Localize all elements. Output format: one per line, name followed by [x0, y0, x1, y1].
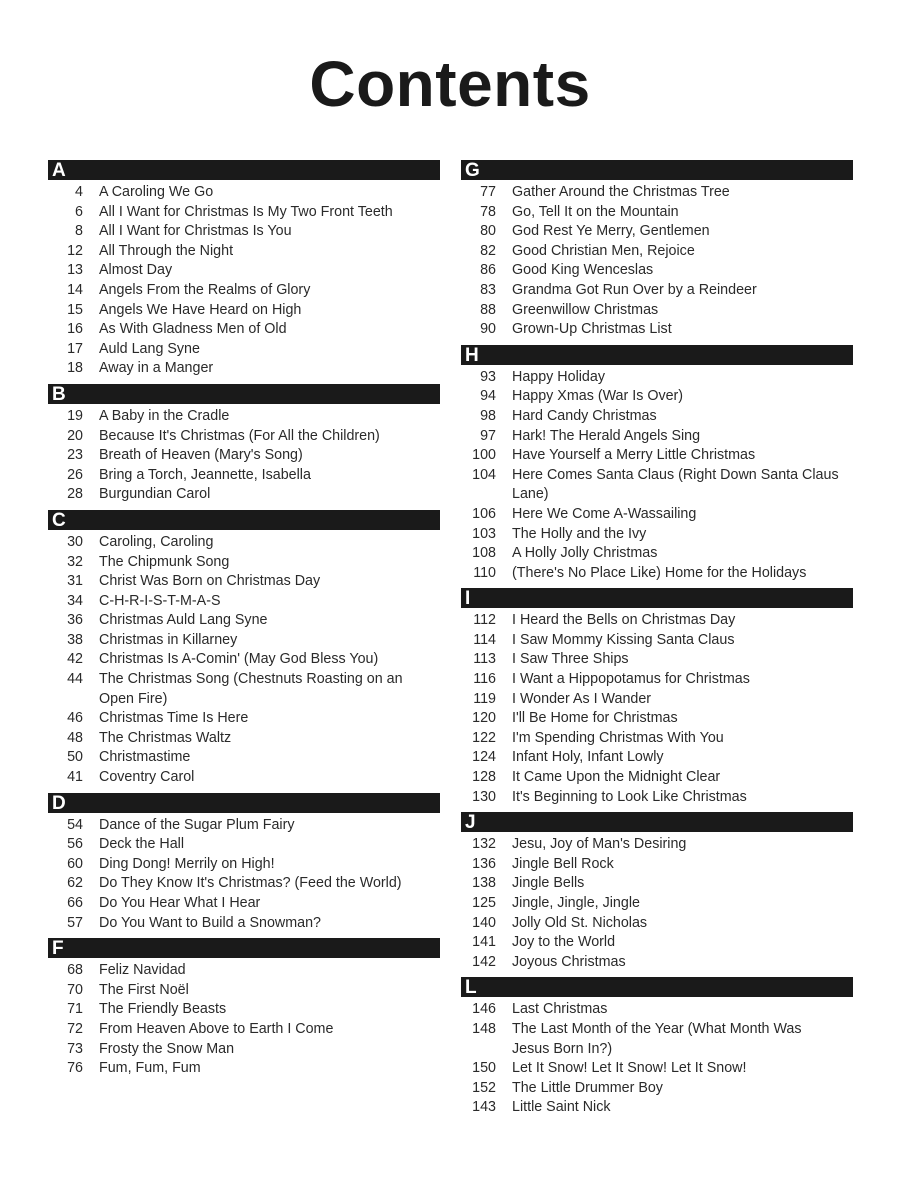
contents-entry — [48, 320, 440, 340]
contents-entry — [48, 981, 440, 1001]
song-title: A Caroling We Go — [99, 184, 214, 200]
page-number: 31 — [67, 573, 83, 590]
song-title: Angels From the Realms of Glory — [99, 281, 311, 298]
contents-entry — [461, 1098, 853, 1118]
song-title: The Christmas Waltz — [99, 729, 232, 746]
page-number: 16 — [67, 321, 83, 338]
song-title: Feliz Navidad — [99, 962, 186, 979]
song-title: Jesu, Joy of Man's Desiring — [512, 836, 687, 853]
song-title: Breath of Heaven (Mary's Song) — [99, 447, 303, 464]
contents-entry — [48, 855, 440, 875]
section-l — [461, 977, 853, 1118]
contents-entry — [461, 261, 853, 281]
song-title: Jolly Old St. Nicholas — [512, 914, 648, 931]
contents-entry — [48, 729, 440, 749]
contents-entry — [461, 368, 853, 388]
contents-entry — [48, 203, 440, 223]
contents-entry — [461, 768, 853, 788]
contents-entry — [48, 427, 440, 447]
song-title: Jingle Bells — [512, 875, 585, 892]
contents-entry — [48, 874, 440, 894]
song-title: Because It's Christmas (For All the Children) — [99, 427, 380, 444]
page-number: 12 — [67, 242, 83, 259]
song-title: From Heaven Above to Earth I Come — [99, 1020, 334, 1037]
page-number: 116 — [473, 671, 496, 688]
contents-entry — [48, 670, 440, 709]
song-title: The Little Drummer Boy — [512, 1079, 663, 1096]
song-title: It Came Upon the Midnight Clear — [512, 769, 721, 786]
contents-entry — [461, 690, 853, 710]
page-number: 48 — [67, 729, 83, 746]
song-title: Go, Tell It on the Mountain — [512, 203, 679, 220]
page-number: 104 — [472, 466, 496, 483]
song-title: I Wonder As I Wander — [512, 690, 652, 707]
contents-entry — [48, 553, 440, 573]
contents-entry — [48, 961, 440, 981]
contents-entry — [461, 1000, 853, 1020]
song-title: Dance of the Sugar Plum Fairy — [99, 816, 295, 833]
page-number: 66 — [67, 895, 83, 911]
page-number: 20 — [67, 427, 83, 444]
page-number: 15 — [67, 301, 83, 318]
page-number: 152 — [472, 1079, 496, 1096]
page-number: 110 — [473, 564, 496, 581]
song-title: I Heard the Bells on Christmas Day — [512, 612, 736, 629]
page-number: 88 — [480, 301, 496, 318]
page-number: 57 — [67, 914, 83, 931]
contents-entry — [461, 874, 853, 894]
page-number: 94 — [480, 388, 496, 405]
page-number: 108 — [472, 545, 496, 562]
page-number: 71 — [67, 1001, 83, 1018]
contents-entry — [461, 894, 853, 914]
section-letter-header: L — [461, 977, 853, 997]
contents-entry — [48, 183, 440, 203]
page-number: 73 — [67, 1040, 83, 1057]
contents-entry — [48, 611, 440, 631]
page-number: 124 — [472, 749, 496, 766]
song-title: All Through the Night — [99, 242, 234, 259]
contents-entry — [461, 281, 853, 301]
contents-column-left — [48, 160, 440, 1084]
contents-entry — [48, 446, 440, 466]
contents-entry — [461, 670, 853, 690]
page-number: 30 — [67, 533, 83, 550]
song-title: C-H-R-I-S-T-M-A-S — [99, 592, 221, 609]
section-letter-header: C — [48, 510, 440, 530]
page-number: 44 — [67, 671, 83, 688]
page-number: 78 — [480, 203, 496, 220]
section-letter-header: D — [48, 793, 440, 813]
section-letter-header: G — [461, 160, 853, 180]
song-title: Let It Snow! Let It Snow! Let It Snow! — [512, 1060, 747, 1077]
contents-entry — [461, 564, 853, 584]
page-number: 14 — [67, 281, 83, 298]
page-number: 54 — [67, 816, 83, 833]
contents-entry — [461, 953, 853, 973]
page-number: 146 — [472, 1001, 496, 1018]
section-b — [48, 384, 440, 505]
song-title: The Chipmunk Song — [99, 553, 230, 570]
song-title: Gather Around the Christmas Tree — [512, 184, 730, 200]
song-title: Little Saint Nick — [512, 1099, 611, 1116]
contents-entry — [461, 729, 853, 749]
contents-entry — [48, 894, 440, 914]
page-number: 76 — [67, 1060, 83, 1077]
song-title: Caroling, Caroling — [99, 533, 214, 550]
page-number: 112 — [473, 612, 496, 629]
page-number: 82 — [480, 242, 496, 259]
song-title: Away in a Manger — [99, 360, 214, 377]
contents-entry — [48, 301, 440, 321]
song-title: Christ Was Born on Christmas Day — [99, 573, 321, 590]
section-letter-header: B — [48, 384, 440, 404]
section-letter-header: J — [461, 812, 853, 832]
contents-entry — [461, 446, 853, 466]
page-number: 97 — [480, 427, 496, 444]
contents-entry — [48, 1059, 440, 1079]
contents-entry — [48, 631, 440, 651]
page-number: 32 — [67, 553, 83, 570]
contents-entry — [48, 359, 440, 379]
contents-entry — [48, 748, 440, 768]
song-title: Hark! The Herald Angels Sing — [512, 427, 701, 444]
section-i — [461, 588, 853, 807]
song-title: Happy Xmas (War Is Over) — [512, 388, 684, 405]
contents-entry — [48, 650, 440, 670]
song-title: Christmastime — [99, 749, 191, 766]
page-number: 130 — [472, 788, 496, 805]
section-letter-header: F — [48, 938, 440, 958]
section-d — [48, 793, 440, 934]
song-title: God Rest Ye Merry, Gentlemen — [512, 223, 710, 240]
section-letter-header: H — [461, 345, 853, 365]
contents-entry — [461, 222, 853, 242]
page-number: 114 — [473, 631, 496, 648]
page-number: 120 — [472, 710, 496, 727]
song-title: Do You Hear What I Hear — [99, 895, 261, 911]
page-number: 138 — [472, 875, 496, 892]
song-title: Greenwillow Christmas — [512, 301, 659, 318]
song-title: All I Want for Christmas Is My Two Front Teeth — [99, 203, 393, 220]
song-title: The Friendly Beasts — [99, 1001, 227, 1018]
contents-entry — [48, 1040, 440, 1060]
page-number: 68 — [67, 962, 83, 979]
page-number: 72 — [67, 1020, 83, 1037]
page-number: 42 — [67, 651, 83, 668]
page-number: 143 — [472, 1099, 496, 1116]
page-number: 62 — [67, 875, 83, 892]
page-number: 132 — [472, 836, 496, 853]
section-g — [461, 160, 853, 340]
page-number: 36 — [67, 612, 83, 629]
contents-entry — [461, 505, 853, 525]
song-title: Last Christmas — [512, 1001, 608, 1018]
page-number: 100 — [472, 447, 496, 464]
page-number: 80 — [480, 223, 496, 240]
page-number: 86 — [480, 262, 496, 279]
song-title: As With Gladness Men of Old — [99, 321, 287, 338]
contents-entry — [48, 222, 440, 242]
contents-entry — [461, 407, 853, 427]
song-title: Have Yourself a Merry Little Christmas — [512, 447, 756, 464]
page-number: 83 — [480, 281, 496, 298]
song-title: Almost Day — [99, 262, 173, 279]
contents-entry — [461, 1079, 853, 1099]
song-title: I'm Spending Christmas With You — [512, 729, 724, 746]
page-number: 8 — [75, 223, 83, 240]
page-number: 141 — [472, 934, 496, 951]
contents-entry — [461, 933, 853, 953]
song-title: I'll Be Home for Christmas — [512, 710, 678, 727]
contents-entry — [461, 466, 853, 505]
song-title: Jingle, Jingle, Jingle — [512, 895, 640, 911]
section-letter-header: I — [461, 588, 853, 608]
song-title: Burgundian Carol — [99, 486, 211, 503]
contents-entry — [48, 768, 440, 788]
contents-entry — [48, 261, 440, 281]
song-title: Good King Wenceslas — [512, 262, 654, 279]
contents-entry — [461, 914, 853, 934]
contents-entry — [461, 544, 853, 564]
page-number: 6 — [75, 203, 83, 220]
page-number: 4 — [75, 184, 83, 200]
song-title: All I Want for Christmas Is You — [99, 223, 292, 240]
contents-entry — [461, 611, 853, 631]
page-number: 38 — [67, 631, 83, 648]
contents-entry — [48, 533, 440, 553]
contents-entry — [48, 1000, 440, 1020]
page-number: 106 — [472, 505, 496, 522]
contents-entry — [461, 242, 853, 262]
contents-entry — [48, 1020, 440, 1040]
page-number: 148 — [472, 1020, 496, 1037]
song-title: Christmas Auld Lang Syne — [99, 612, 268, 629]
song-title: Ding Dong! Merrily on High! — [99, 855, 275, 872]
song-title: Here Comes Santa Claus (Right Down Santa Claus Lane) — [512, 466, 839, 503]
song-title: Frosty the Snow Man — [99, 1040, 235, 1057]
contents-column-right — [461, 160, 853, 1123]
page-number: 136 — [472, 855, 496, 872]
page-number: 128 — [472, 769, 496, 786]
song-title: It's Beginning to Look Like Christmas — [512, 788, 747, 805]
song-title: The Holly and the Ivy — [512, 525, 647, 542]
song-title: Angels We Have Heard on High — [99, 301, 302, 318]
page-number: 103 — [472, 525, 496, 542]
page-number: 26 — [67, 466, 83, 483]
page-number: 18 — [67, 360, 83, 377]
page-number: 23 — [67, 447, 83, 464]
song-title: The First Noël — [99, 981, 189, 998]
contents-entry — [48, 466, 440, 486]
contents-entry — [48, 281, 440, 301]
page-number: 70 — [67, 981, 83, 998]
section-c — [48, 510, 440, 788]
contents-entry — [461, 788, 853, 808]
contents-entry — [461, 855, 853, 875]
song-title: Christmas in Killarney — [99, 631, 238, 648]
page-number: 90 — [480, 321, 496, 338]
page-number: 113 — [473, 651, 496, 668]
song-title: Joy to the World — [512, 934, 616, 951]
song-title: Do They Know It's Christmas? (Feed the World) — [99, 875, 402, 892]
section-letter-header: A — [48, 160, 440, 180]
page-number: 13 — [67, 262, 83, 279]
song-title: A Holly Jolly Christmas — [512, 545, 658, 562]
contents-entry — [48, 592, 440, 612]
song-title: Hard Candy Christmas — [512, 407, 657, 424]
song-title: Joyous Christmas — [512, 953, 626, 970]
page-number: 142 — [472, 953, 496, 970]
page-number: 122 — [472, 729, 496, 746]
page-number: 60 — [67, 855, 83, 872]
section-f — [48, 938, 440, 1079]
contents-entry — [461, 320, 853, 340]
contents-entry — [48, 485, 440, 505]
section-h — [461, 345, 853, 584]
song-title: I Saw Mommy Kissing Santa Claus — [512, 631, 735, 648]
song-title: Grown-Up Christmas List — [512, 321, 672, 338]
contents-entry — [461, 1020, 853, 1059]
contents-entry — [461, 631, 853, 651]
song-title: Happy Holiday — [512, 368, 605, 385]
contents-entry — [461, 183, 853, 203]
page-number: 98 — [480, 407, 496, 424]
contents-entry — [48, 242, 440, 262]
contents-entry — [48, 709, 440, 729]
song-title: Fum, Fum, Fum — [99, 1060, 201, 1077]
page-number: 125 — [472, 895, 496, 911]
contents-entry — [461, 301, 853, 321]
page-number: 46 — [67, 710, 83, 727]
song-title: I Saw Three Ships — [512, 651, 629, 668]
song-title: Deck the Hall — [99, 836, 185, 853]
song-title: Auld Lang Syne — [99, 340, 200, 357]
contents-entry — [461, 525, 853, 545]
song-title: Good Christian Men, Rejoice — [512, 242, 695, 259]
page-number: 19 — [67, 407, 83, 424]
contents-entry — [48, 835, 440, 855]
song-title: Here We Come A-Wassailing — [512, 505, 697, 522]
song-title: (There's No Place Like) Home for the Holidays — [512, 564, 807, 581]
contents-entry — [461, 835, 853, 855]
page-number: 28 — [67, 486, 83, 503]
page-number: 93 — [480, 368, 496, 385]
page-title: Contents — [309, 48, 591, 120]
song-title: Do You Want to Build a Snowman? — [99, 914, 322, 931]
song-title: A Baby in the Cradle — [99, 407, 230, 424]
contents-entry — [461, 748, 853, 768]
contents-entry — [461, 650, 853, 670]
page-number: 140 — [472, 914, 496, 931]
song-title: Christmas Is A-Comin' (May God Bless You) — [99, 651, 379, 668]
page-number: 17 — [67, 340, 83, 357]
song-title: Christmas Time Is Here — [99, 710, 249, 727]
page-number: 119 — [473, 690, 496, 707]
contents-entry — [461, 709, 853, 729]
song-title: Bring a Torch, Jeannette, Isabella — [99, 466, 311, 483]
contents-entry — [461, 387, 853, 407]
song-title: The Christmas Song (Chestnuts Roasting on an Open Fire) — [99, 671, 403, 707]
song-title: Jingle Bell Rock — [512, 855, 614, 872]
page-number: 41 — [67, 769, 83, 786]
contents-entry — [48, 914, 440, 934]
contents-entry — [48, 407, 440, 427]
page-number: 34 — [67, 592, 83, 609]
page-number: 150 — [472, 1060, 496, 1077]
section-j — [461, 812, 853, 972]
page-number: 50 — [67, 749, 83, 766]
page-number: 77 — [480, 184, 496, 200]
contents-entry — [48, 816, 440, 836]
section-a — [48, 160, 440, 379]
song-title: The Last Month of the Year (What Month Was Jesus Born In?) — [512, 1020, 802, 1057]
page-number: 56 — [67, 836, 83, 853]
song-title: Coventry Carol — [99, 769, 195, 786]
contents-entry — [461, 203, 853, 223]
contents-entry — [48, 340, 440, 360]
song-title: I Want a Hippopotamus for Christmas — [512, 671, 750, 688]
song-title: Infant Holy, Infant Lowly — [512, 749, 664, 766]
contents-entry — [461, 1059, 853, 1079]
contents-entry — [48, 572, 440, 592]
song-title: Grandma Got Run Over by a Reindeer — [512, 281, 757, 298]
contents-entry — [461, 427, 853, 447]
